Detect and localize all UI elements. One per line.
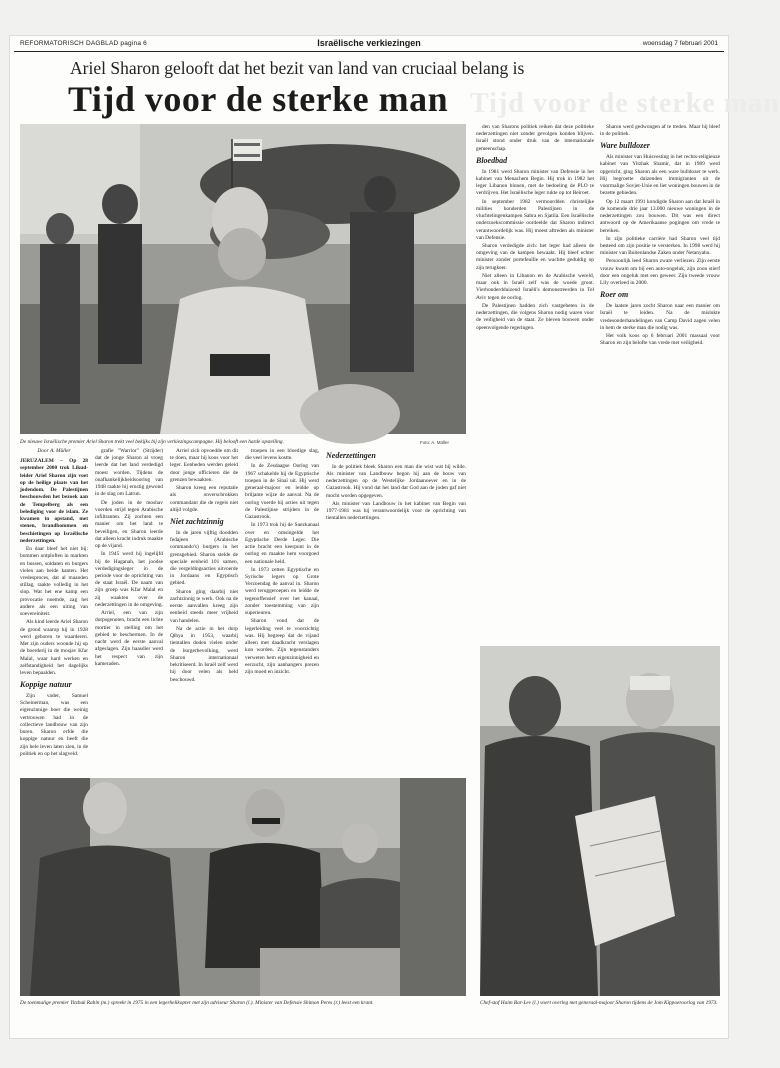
publication-label: REFORMATORISCH DAGBLAD pagina 6 (20, 40, 147, 47)
photo-credit-top: Foto: A. Müller (420, 440, 450, 445)
body-paragraph: Als minister van Landbouw in het kabinet van Begin van 1977-1981 was hij verantwoordelijk voor de oprichting van tientallen nederzettingen. (326, 500, 466, 522)
body-paragraph: De joden in de moshav voerden strijd tegen Arabische infiltranten. Zij zochten een manier om het land te beveiligen, en Sharon leerde dat alleen kracht indruk maakte op de vijand. (95, 499, 163, 550)
article-kicker: Ariel Sharon gelooft dat het bezit van land van cruciaal belang is (70, 58, 525, 78)
body-paragraph: En daar bleef het niet bij: bommen ontploften in markten en bussen, soldaten en burgers vielen aan beide kanten. Het vredesproces, dat al maanden stillag, raakte volledig in het slop. Wat het ene kamp een provocatie noemde, zag het andere als een uiting van soevereiniteit. (20, 546, 88, 618)
section-title: Israëlische verkiezingen (317, 38, 421, 48)
body-paragraph: Sharon werd gedwongen af te treden. Maar hij bleef in de politiek. (600, 124, 720, 138)
body-paragraph: In zijn politieke carrière had Sharon veel tijd besteed om zijn positie te versterken. In 1998 werd hij minister van Buitenlandse Zaken onder Netanyahu. (600, 235, 720, 257)
body-paragraph: troepen in een bloedige slag, die veel levens kostte. (245, 448, 319, 462)
subheading-nederzettingen: Nederzettingen (326, 451, 376, 460)
subheading-niet-zachtzinnig: Niet zachtzinnig (170, 517, 224, 527)
photo-caption-bottom-right: Chef-staf Haim Bar-Lev (l.) voert overleg met generaal-majoor Sharon tijdens de Jom Kippoeroorlog van 1973. (480, 1000, 718, 1006)
article-column-1 (20, 448, 88, 774)
body-paragraph: Arriel zich opvoedde om dit te doen, maar hij koos voor het leger. Eenheden werden geleid door jonge officieren die de grenzen bewaakten. (170, 448, 238, 483)
body-paragraph: In de politiek bleek Sharon een man die wist wat hij wilde. Als minister van Landbouw begon hij aan de bouw van nederzettingen op de Westelijke Jordaanoever en in de Gazastrook. Hij vond dat het land dat God aan de joden gaf niet mocht worden opgegeven. (326, 463, 466, 499)
body-paragraph: Sharon kreeg een reputatie als onverschrokken commandant die de regels niet altijd volgde. (170, 485, 238, 513)
body-paragraph: Als kind leerde Ariel Sharon de grond waarop hij in 1928 werd geboren te waarderen. Met zijn ouders woonde hij op de boerderij in de mosjav Kfar Malal, waar hard werken en zelfstandigheid het dagelijks leven bepaalden. (20, 619, 88, 677)
body-paragraph: De Palestijnen hadden zich vastgebeten in de nederzettingen, die volgens Sharon nodig waren voor de veiligheid van de staat. Ze bleven bouwen onder opeenvolgende regeringen. (476, 302, 594, 331)
photo-rabin-helicopter (20, 778, 466, 996)
article-headline: Tijd voor de sterke man (68, 79, 449, 119)
body-paragraph: den van Sharons politiek reiken dat deze politieke nederzettingen niet zonder gevolgen konden blijven. Israël stond onder druk van de internationale gemeenschap. (476, 124, 594, 152)
photo-bar-lev-sharon (480, 646, 720, 996)
photo-caption-top: De nieuwe Israëlische premier Ariel Sharon trekt veel bekijks bij zijn verkiezingscampagne. Hij belooft een harde opstelling. (20, 439, 284, 445)
photo-caption-bottom-left: De toenmalige premier Yitzhak Rabin (m.) spreekt in 1975 in een legerhelikopter met zijn adviseur Sharon (l.). Minister van Defensie Shimon Peres (r.) leest een krant. (20, 1000, 374, 1006)
article-column-5 (476, 124, 594, 640)
body-paragraph: Sharon verdedigde zich: het leger had alleen de omgeving van de kampen bewaakt. Hij bleef echter minister zonder portefeuille en wachtte geduldig op zijn terugkeer. (476, 243, 594, 271)
body-paragraph: In 1981 werd Sharon minister van Defensie in het kabinet van Menachem Begin. Hij trok in 1982 het leger Libanon binnen, met de bedoeling de PLO te verdrijven. Het Israëlische leger rukte op tot Beiroet. (476, 168, 594, 197)
publication-date: woensdag 7 februari 2001 (642, 40, 718, 47)
body-paragraph: Op 12 maart 1991 kondigde Sharon aan dat Israël in de komende drie jaar 13.000 nieuwe woningen in de nederzettingen zou bouwen. Dit was een direct antwoord op de Amerikaanse pogingen om vrede te bereiken. (600, 198, 720, 234)
bleed-through-text: Tijd voor de sterke man (470, 88, 780, 119)
body-paragraph: Het volk koos op 6 februari 2001 massaal voor Sharon en zijn belofte van vrede met veiligheid. (600, 333, 720, 347)
body-paragraph: Persoonlijk leed Sharon zware verliezen. Zijn eerste vrouw kwam om bij een auto-ongeluk, zijn zoon stierf door een ongeluk met een geweer. Zijn tweede vrouw Lily overleed in 2000. (600, 258, 720, 287)
body-paragraph: In 1973 trok hij de Suezkanaal over en omsingelde het Egyptische Derde Leger. Die actie bracht een keerpunt in de oorlog en maakte hem voorgoed een nationale held. (245, 522, 319, 565)
article-column-4b (326, 448, 466, 774)
subheading-roer-om: Roer om (600, 290, 629, 300)
article-column-6 (600, 124, 720, 640)
subheading-ware-bulldozer: Ware bulldozer (600, 141, 650, 151)
article-column-4 (245, 448, 319, 774)
page-header (14, 38, 724, 52)
body-paragraph: De laatste jaren zocht Sharon naar een manier om Israël te leiden. Na de mislukte vredesonderhandelingen van Camp David zagen velen in hem de sterke man die nodig was. (600, 303, 720, 331)
body-paragraph: Na de actie in het dorp Qibya in 1953, waarbij tientallen doden vielen onder de burgerbevolking, werd Sharon internationaal bekritiseerd. In Israël zelf werd hij door velen als held beschouwd. (170, 625, 238, 683)
byline: Door A. Müller (37, 448, 71, 454)
body-paragraph: Niet alleen in Libanon en de Arabische wereld, maar ook in Israël zelf was de woede groot. Vierhonderdduizend Israëli's demonstreerden in Tel Aviv tegen de oorlog. (476, 272, 594, 301)
body-paragraph: grafie "Warrior" (Strijder) dat de jonge Sharon al vroeg leerde dat het land verdedigd moest worden. Tijdens de onafhankelijkheidsoorlog van 1948 raakte hij ernstig gewond in de slag om Latrun. (95, 448, 163, 498)
body-paragraph: Als minister van Huisvesting in het rechts-religieuze kabinet van Yitzhak Shamir, dat in 1989 werd opgericht, ging Sharon als een ware bulldozer te werk. Hij begroette duizenden immigranten uit de voormalige Sovjet-Unie en liet woningen bouwen in de bezette gebieden. (600, 154, 720, 197)
body-paragraph: In de jaren vijftig doodden fedajeen (Arabische commando's) burgers in het grensgebied. Sharon stelde de speciale eenheid 101 samen, die vergeldingsacties uitvoerde in Jordaans en Egyptisch gebied. (170, 529, 238, 587)
photo-sharon-campaign (20, 124, 466, 434)
body-paragraph: Zijn vader, Samuel Scheinerman, was een eigenzinnige boer die weinig vertrouwen had in de collectieve landbouw van zijn buren. Sharon erfde die koppige natuur en heeft die zijn hele leven laten zien, in de politiek en op het slagveld. (20, 692, 88, 757)
body-paragraph: Sharon vond dat de legerleiding veel te voorzichtig was. Hij begreep dat de vijand alleen met daadkracht verslagen kon worden. Zijn tegenstanders verweten hem eigenzinnigheid en eerzucht, zijn aanhangers prezen zijn moed en inzicht. (245, 618, 319, 676)
body-paragraph: Arriel, een van zijn dorpsgenoten, bracht een lichte mortier in stelling om het gebied te beschermen. In de nacht werd de eerste aanval afgeslagen. Zijn baasdier werd het respect van zijn kameraden. (95, 610, 163, 667)
lead-paragraph: JERUZALEM – Op 28 september 2000 trok Likud-leider Ariel Sharon zijn voet op de heilige plaats van het jodendom. De Palestijnen beschouwden het bezoek aan de Tempelberg als een belediging voor de islam. Ze kwamen in opstand, met stenen, brandbommen en beschietingen op Israëlische nederzettingen. (20, 458, 88, 544)
subheading-bloedbad: Bloedbad (476, 155, 508, 165)
body-paragraph: In 1973 zetten Egyptische en Syrische legers op Grote Verzoendag de aanval in. Sharon werd teruggeroepen en leidde de tegenoffensief over het kanaal, zonder toestemming van zijn superieuren. (245, 566, 319, 617)
body-paragraph: Sharon ging daarbij niet zachtzinnig te werk. Ook na de eerste aanvallen kreeg zijn eenheid steeds meer vrijheid van handelen. (170, 588, 238, 624)
body-paragraph: In september 1982 vermoordden christelijke milities honderden Palestijnen in de vluchtelingenkampen Sabra en Sjatila. Een Israëlische onderzoekscommissie oordeelde dat Sharon indirect verantwoordelijk was. Hij moest aftreden als minister van Defensie. (476, 198, 594, 241)
article-column-2 (95, 448, 163, 774)
body-paragraph: In 1945 werd hij ingelijfd bij de Haganah, het joodse verdedigingsleger in de periode voor de oprichting van de staat Israël. De naam van zijn groep was Kfar Malal en zij waakten over de nederzettingen in de omgeving. (95, 551, 163, 608)
subheading-koppige-natuur: Koppige natuur (20, 680, 72, 690)
article-column-3 (170, 448, 238, 774)
body-paragraph: In de Zesdaagse Oorlog van 1967 schakelde hij de Egyptische troepen in de Sinaï uit. Hij werd generaal-majoor en leidde op briljante wijze de aanval. Na de oorlog voerde hij acties uit tegen de Palestijnse strijders in de Gazastrook. (245, 463, 319, 521)
